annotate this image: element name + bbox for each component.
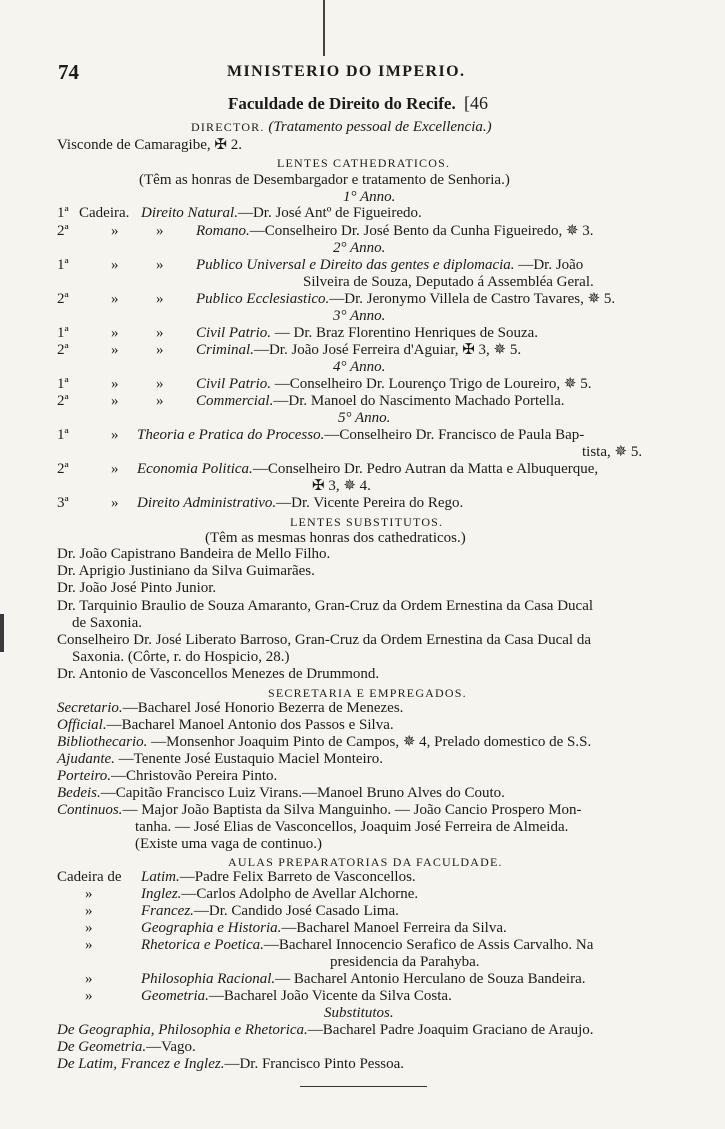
staff-entry bbox=[57, 752, 383, 767]
ditto-mark: » bbox=[85, 971, 93, 987]
chair-holder: —Dr. João bbox=[514, 257, 584, 273]
chair-number: 2ª bbox=[57, 291, 69, 307]
director-note: (Tratamento pessoal de Excellencia.) bbox=[268, 119, 492, 135]
title-ref: [46 bbox=[463, 93, 488, 113]
chair-entry bbox=[196, 258, 583, 273]
substitute-entry bbox=[57, 1023, 594, 1038]
ditto-mark: » bbox=[111, 223, 119, 239]
list-item-continuation: de Saxonia. bbox=[72, 615, 142, 631]
class-prefix: Cadeira de bbox=[57, 869, 122, 885]
staff-role: Bedeis. bbox=[57, 785, 101, 801]
substitutos-heading: Substitutos. bbox=[324, 1005, 394, 1021]
chair-number: 1ª bbox=[57, 427, 69, 443]
chair-entry bbox=[137, 496, 463, 511]
substitute-entry bbox=[57, 1040, 196, 1055]
year-heading: 2° Anno. bbox=[333, 240, 386, 256]
substitute-subjects: De Latim, Francez e Inglez. bbox=[57, 1056, 225, 1072]
year-heading: 4° Anno. bbox=[333, 359, 386, 375]
chair-subject: Theoria e Pratica do Processo. bbox=[137, 427, 325, 443]
closing-rule bbox=[300, 1086, 427, 1087]
section-note: (Têm as honras de Desembargador e tratamento de Senhoria.) bbox=[139, 172, 510, 188]
chair-holder: —Dr. Manoel do Nascimento Machado Portella. bbox=[273, 393, 565, 409]
ditto-mark: » bbox=[85, 886, 93, 902]
list-item: Dr. Aprigio Justiniano da Silva Guimarães. bbox=[57, 563, 315, 579]
substitute-name: —Dr. Francisco Pinto Pessoa. bbox=[224, 1056, 405, 1072]
class-teacher: —Bacharel Innocencio Serafico de Assis Carvalho. Na bbox=[263, 937, 594, 953]
staff-role: Secretario. bbox=[57, 700, 123, 716]
chair-entry bbox=[137, 462, 598, 477]
year-heading: 1° Anno. bbox=[343, 189, 396, 205]
class-entry bbox=[141, 972, 585, 987]
year-heading: 5° Anno. bbox=[338, 410, 391, 426]
ditto-mark: » bbox=[111, 393, 119, 409]
class-entry bbox=[141, 921, 507, 936]
staff-name: —Bacharel José Honorio Bezerra de Menezes. bbox=[122, 700, 404, 716]
chair-number: 2ª bbox=[57, 223, 69, 239]
chair-subject: Romano. bbox=[196, 223, 250, 239]
list-item: Dr. Antonio de Vasconcellos Menezes de Drummond. bbox=[57, 666, 380, 682]
continuation-line: Silveira de Souza, Deputado á Assembléa Geral. bbox=[303, 274, 594, 290]
ditto-mark: » bbox=[111, 495, 119, 511]
chair-entry bbox=[137, 428, 584, 443]
chair-holder: —Conselheiro Dr. Francisco de Paula Bap- bbox=[324, 427, 585, 443]
staff-name: — Major João Baptista da Silva Manguinho. — João Cancio Prospero Mon- bbox=[122, 802, 582, 818]
page-fold-line bbox=[323, 0, 325, 56]
staff-name: —Bacharel Manoel Antonio dos Passos e Silva. bbox=[106, 717, 394, 733]
director-label: DIRECTOR. bbox=[191, 120, 265, 134]
ditto-mark: » bbox=[156, 393, 164, 409]
chair-entry bbox=[196, 394, 565, 409]
class-subject: Rhetorica e Poetica. bbox=[141, 937, 264, 953]
chair-holder: —Dr. Jeronymo Villela de Castro Tavares, ✵ 5. bbox=[329, 291, 616, 307]
chair-number: 2ª bbox=[57, 342, 69, 358]
class-teacher: —Bacharel Manoel Ferreira da Silva. bbox=[281, 920, 507, 936]
ditto-mark: » bbox=[111, 342, 119, 358]
year-heading: 3° Anno. bbox=[333, 308, 386, 324]
ditto-mark: » bbox=[156, 325, 164, 341]
class-teacher: —Carlos Adolpho de Avellar Alchorne. bbox=[181, 886, 419, 902]
chair-holder: —Dr. José Antº de Figueiredo. bbox=[237, 205, 422, 221]
class-teacher: — Bacharel Antonio Herculano de Souza Bandeira. bbox=[275, 971, 586, 987]
chair-subject: Direito Natural. bbox=[141, 205, 238, 221]
chair-number: 1ª bbox=[57, 205, 69, 221]
ditto-mark: » bbox=[111, 325, 119, 341]
chair-subject: Civil Patrio. bbox=[196, 376, 271, 392]
chair-entry bbox=[141, 206, 422, 221]
class-entry bbox=[141, 870, 416, 885]
running-head: MINISTERIO DO IMPERIO. bbox=[227, 63, 466, 80]
class-continuation: presidencia da Parahyba. bbox=[330, 954, 480, 970]
chair-entry bbox=[196, 343, 521, 358]
section-heading: LENTES CATHEDRATICOS. bbox=[277, 156, 451, 170]
page-number: 74 bbox=[58, 60, 79, 84]
section-heading: AULAS PREPARATORIAS DA FACULDADE. bbox=[228, 855, 503, 869]
staff-role: Bibliothecario. bbox=[57, 734, 148, 750]
ditto-mark: » bbox=[111, 427, 119, 443]
chair-subject: Economia Politica. bbox=[137, 461, 253, 477]
chair-entry bbox=[196, 292, 615, 307]
director-name: Visconde de Camaragibe, ✠ 2. bbox=[57, 137, 242, 153]
staff-role: Official. bbox=[57, 717, 107, 733]
list-item: Dr. Tarquinio Braulio de Souza Amaranto, Gran-Cruz da Ordem Ernestina da Casa Ducal bbox=[57, 598, 594, 614]
staff-role: Porteiro. bbox=[57, 768, 112, 784]
ditto-mark: » bbox=[85, 988, 93, 1004]
list-item: Conselheiro Dr. José Liberato Barroso, Gran-Cruz da Ordem Ernestina da Casa Ducal da bbox=[57, 632, 592, 648]
chair-subject: Direito Administrativo. bbox=[137, 495, 277, 511]
ditto-mark: » bbox=[111, 291, 119, 307]
chair-col: Cadeira. bbox=[79, 205, 130, 221]
class-subject: Philosophia Racional. bbox=[141, 971, 276, 987]
class-entry bbox=[141, 887, 418, 902]
class-entry bbox=[141, 989, 452, 1004]
chair-entry bbox=[196, 224, 594, 239]
class-teacher: —Bacharel João Vicente da Silva Costa. bbox=[208, 988, 452, 1004]
chair-holder: —Dr. João José Ferreira d'Aguiar, ✠ 3, ✵ 5. bbox=[253, 342, 522, 358]
substitute-subjects: De Geometria. bbox=[57, 1039, 147, 1055]
chair-holder: —Conselheiro Dr. José Bento da Cunha Figueiredo, ✵ 3. bbox=[249, 223, 594, 239]
continuation-line: tista, ✵ 5. bbox=[582, 444, 643, 460]
class-subject: Latim. bbox=[141, 869, 180, 885]
list-item: Dr. João Capistrano Bandeira de Mello Filho. bbox=[57, 546, 331, 562]
chair-subject: Publico Universal e Direito das gentes e diplomacia. bbox=[196, 257, 515, 273]
chair-subject: Civil Patrio. bbox=[196, 325, 271, 341]
chair-subject: Publico Ecclesiastico. bbox=[196, 291, 330, 307]
ditto-mark: » bbox=[111, 257, 119, 273]
director-line bbox=[191, 120, 492, 135]
chair-holder: — Dr. Braz Florentino Henriques de Souza. bbox=[271, 325, 539, 341]
chair-holder: —Conselheiro Dr. Pedro Autran da Matta e Albuquerque, bbox=[252, 461, 599, 477]
chair-number: 2ª bbox=[57, 393, 69, 409]
section-heading: SECRETARIA E EMPREGADOS. bbox=[268, 686, 467, 700]
chair-number: 1ª bbox=[57, 376, 69, 392]
chair-holder: —Dr. Vicente Pereira do Rego. bbox=[276, 495, 464, 511]
chair-holder: —Conselheiro Dr. Lourenço Trigo de Loureiro, ✵ 5. bbox=[271, 376, 592, 392]
class-teacher: —Padre Felix Barreto de Vasconcellos. bbox=[179, 869, 416, 885]
substitute-name: —Vago. bbox=[146, 1039, 196, 1055]
chair-number: 1ª bbox=[57, 257, 69, 273]
list-item: Dr. João José Pinto Junior. bbox=[57, 580, 217, 596]
staff-entry bbox=[57, 803, 582, 818]
ditto-mark: » bbox=[156, 342, 164, 358]
section-heading: LENTES SUBSTITUTOS. bbox=[290, 515, 444, 529]
ditto-mark: » bbox=[156, 376, 164, 392]
staff-entry bbox=[57, 701, 403, 716]
staff-entry bbox=[57, 718, 394, 733]
class-subject: Geometria. bbox=[141, 988, 209, 1004]
chair-subject: Commercial. bbox=[196, 393, 274, 409]
class-entry bbox=[141, 904, 399, 919]
ditto-mark: » bbox=[156, 257, 164, 273]
ditto-mark: » bbox=[156, 291, 164, 307]
staff-name: —Capitão Francisco Luiz Virans.—Manoel Bruno Alves do Couto. bbox=[100, 785, 505, 801]
class-subject: Francez. bbox=[141, 903, 194, 919]
chair-entry bbox=[196, 377, 591, 392]
staff-role: Continuos. bbox=[57, 802, 123, 818]
list-item-continuation: Saxonia. (Côrte, r. do Hospicio, 28.) bbox=[72, 649, 290, 665]
chair-number: 2ª bbox=[57, 461, 69, 477]
staff-continuation: (Existe uma vaga de continuo.) bbox=[135, 836, 323, 852]
staff-entry bbox=[57, 735, 591, 750]
chair-number: 1ª bbox=[57, 325, 69, 341]
staff-role: Ajudante. bbox=[57, 751, 115, 767]
ditto-mark: » bbox=[85, 903, 93, 919]
ditto-mark: » bbox=[85, 937, 93, 953]
substitute-subjects: De Geographia, Philosophia e Rhetorica. bbox=[57, 1022, 308, 1038]
staff-name: —Christovão Pereira Pinto. bbox=[111, 768, 278, 784]
staff-name: —Monsenhor Joaquim Pinto de Campos, ✵ 4, Prelado domestico de S.S. bbox=[147, 734, 592, 750]
chair-entry bbox=[196, 326, 538, 341]
chair-subject: Criminal. bbox=[196, 342, 254, 358]
staff-name: —Tenente José Eustaquio Maciel Monteiro. bbox=[114, 751, 383, 767]
ditto-mark: » bbox=[111, 461, 119, 477]
class-subject: Inglez. bbox=[141, 886, 182, 902]
ditto-mark: » bbox=[85, 920, 93, 936]
title-text: Faculdade de Direito do Recife. bbox=[228, 94, 456, 113]
class-subject: Geographia e Historia. bbox=[141, 920, 282, 936]
substitute-entry bbox=[57, 1057, 404, 1072]
substitute-name: —Bacharel Padre Joaquim Graciano de Araujo. bbox=[307, 1022, 594, 1038]
section-note: (Têm as mesmas honras dos cathedraticos.) bbox=[205, 530, 466, 546]
ditto-mark: » bbox=[111, 376, 119, 392]
chair-number: 3ª bbox=[57, 495, 69, 511]
staff-entry bbox=[57, 769, 277, 784]
continuation-line: ✠ 3, ✵ 4. bbox=[312, 478, 371, 494]
staff-continuation: tanha. — José Elias de Vasconcellos, Joaquim José Ferreira de Almeida. bbox=[135, 819, 569, 835]
class-teacher: —Dr. Candido José Casado Lima. bbox=[193, 903, 399, 919]
page-title bbox=[228, 94, 488, 112]
ditto-mark: » bbox=[156, 223, 164, 239]
class-entry bbox=[141, 938, 593, 953]
staff-entry bbox=[57, 786, 505, 801]
margin-mark bbox=[0, 614, 4, 652]
